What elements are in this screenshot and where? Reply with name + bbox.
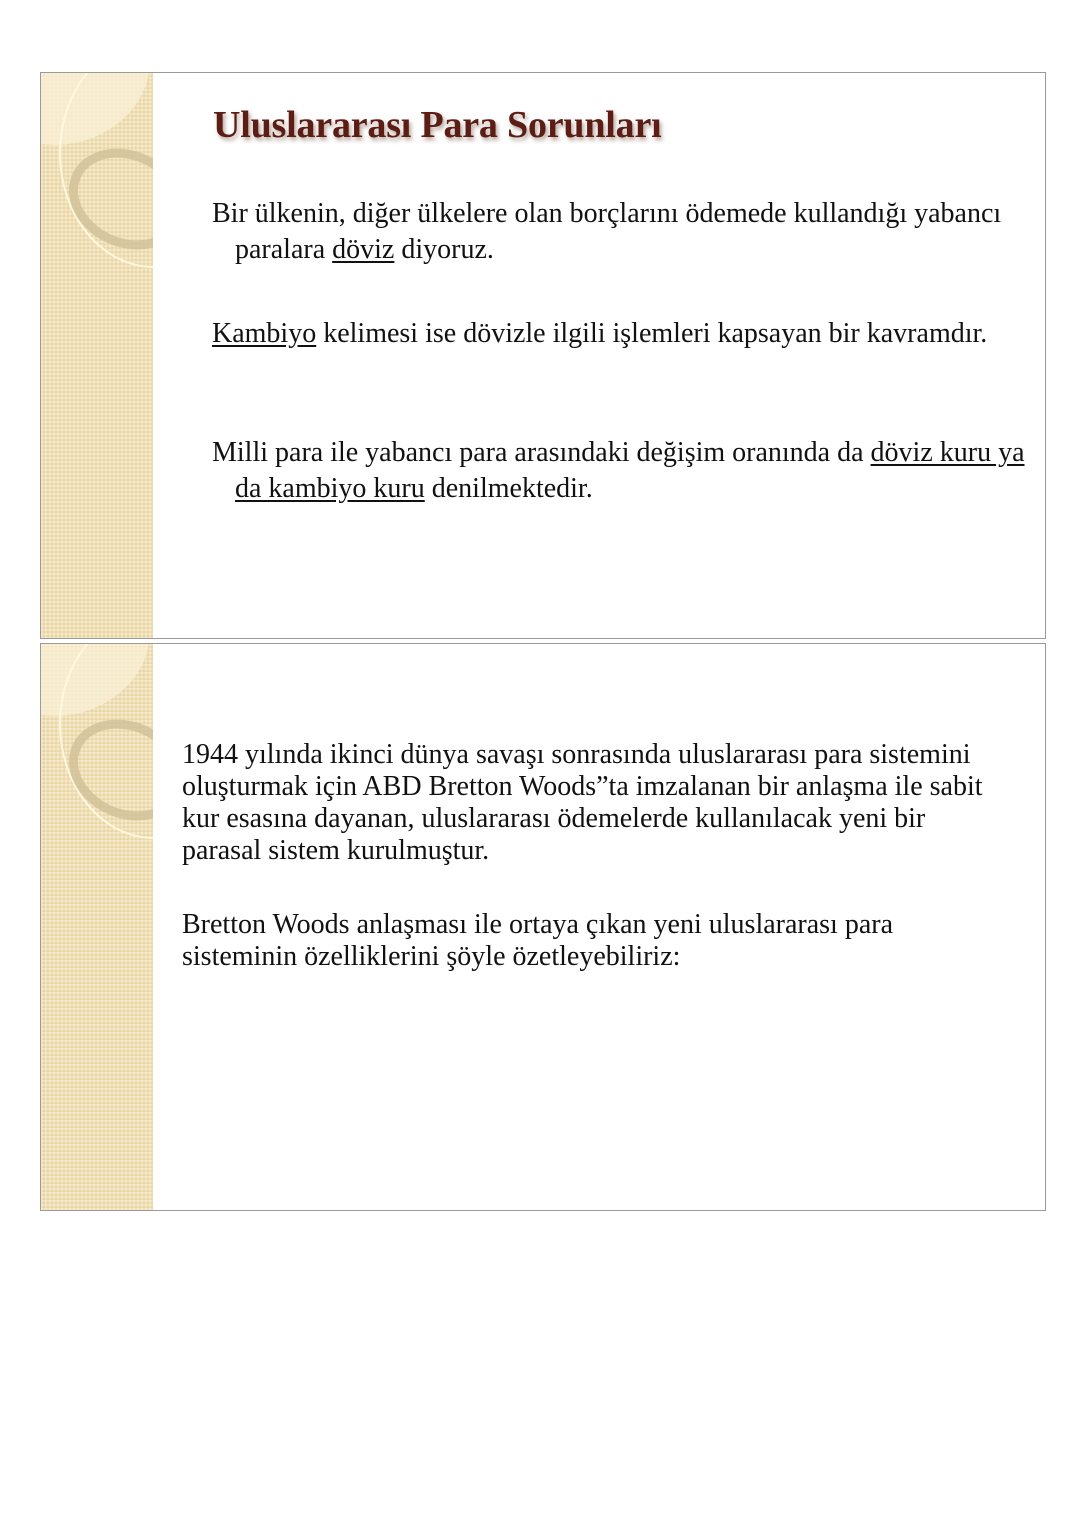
text-run: kelimesi ise dövizle ilgili işlemleri kapsayan bir kavramdır. <box>316 318 988 349</box>
paragraph-doviz-definition <box>212 196 1035 268</box>
slide-2 <box>40 643 1046 1211</box>
text-run: denilmektedir. <box>424 473 593 504</box>
slide-1 <box>40 72 1046 639</box>
slide-2-content <box>153 644 1045 1210</box>
decorative-side-panel <box>41 73 153 638</box>
paragraph-doviz-kuru-definition <box>212 435 1035 507</box>
decorative-side-panel <box>41 644 153 1210</box>
paragraph-bretton-woods-history: 1944 yılında ikinci dünya savaşı sonrasında uluslararası para sistemini oluşturmak için ABD Bretton Woods”ta imzalanan bir anlaşma ile sabit kur esasına dayanan, uluslararası ödemelerde kullanılacak yeni bir parasal sistem kurulmuştur. <box>182 739 983 866</box>
underlined-term-doviz: döviz <box>332 234 395 265</box>
slide-title: Uluslararası Para Sorunları <box>213 104 662 146</box>
underlined-term-doviz-kuru: döviz kuru ya da kambiyo kuru <box>235 437 1025 504</box>
slide-1-content <box>153 73 1045 638</box>
paragraph-bretton-woods-features-intro: Bretton Woods anlaşması ile ortaya çıkan yeni uluslararası para sisteminin özelliklerini şöyle özetleyebiliriz: <box>182 909 894 972</box>
paragraph-kambiyo-definition <box>212 316 1035 352</box>
text-run: Bir ülkenin, diğer ülkelere olan borçlarını ödemede kullandığı yabancı paralara <box>212 198 1002 265</box>
text-run: diyoruz. <box>394 234 494 265</box>
text-run: Milli para ile yabancı para arasındaki değişim oranında da <box>212 437 871 468</box>
underlined-term-kambiyo: Kambiyo <box>212 318 317 349</box>
